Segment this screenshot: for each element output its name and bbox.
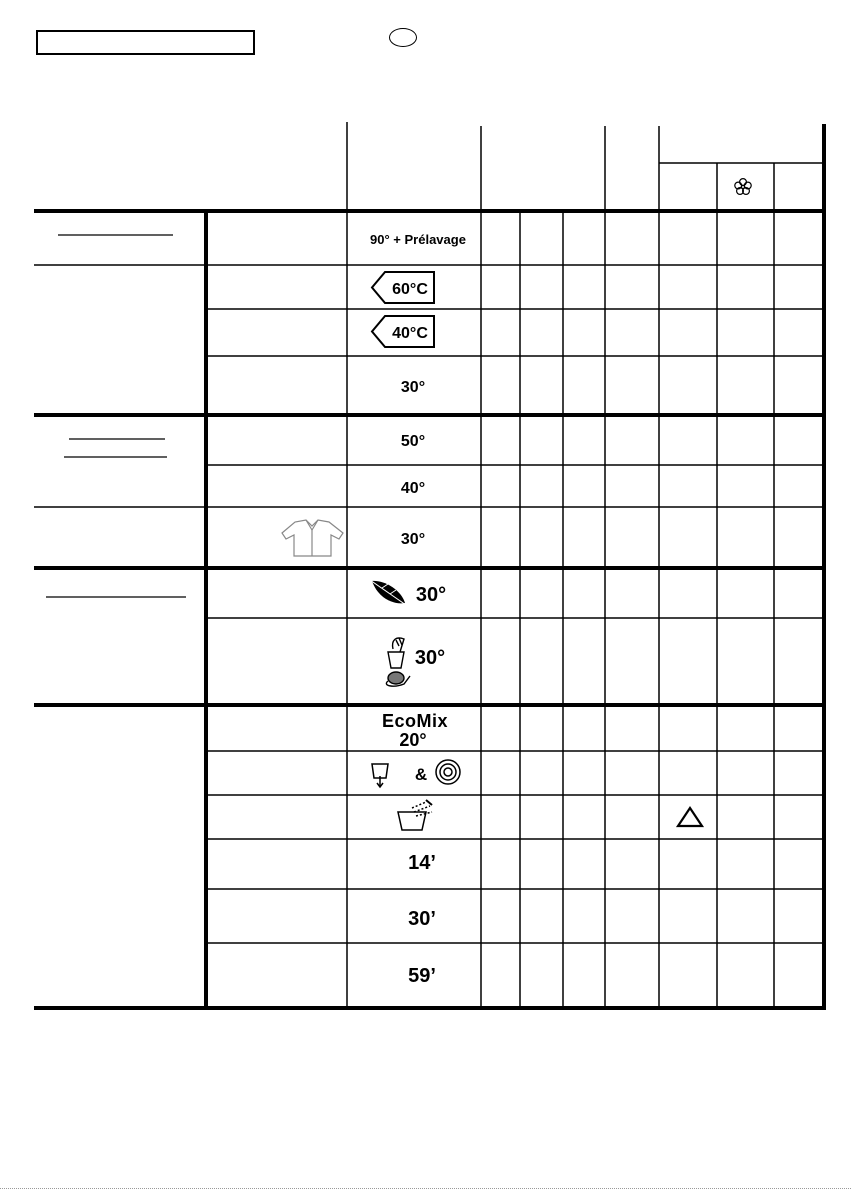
program-symbol-30min: 30’ bbox=[408, 908, 436, 930]
warning-triangle-icon bbox=[678, 808, 702, 826]
program-symbol-40: 40° bbox=[400, 480, 426, 497]
flower-icon bbox=[735, 179, 751, 195]
program-symbol-50: 50° bbox=[400, 433, 426, 450]
program-symbol-handwash-30: 30° bbox=[414, 647, 446, 669]
eco-tag-60 bbox=[372, 272, 434, 303]
eco-tag-60-label: 60°C bbox=[392, 281, 428, 298]
program-symbol-shirt-30: 30° bbox=[400, 531, 426, 548]
program-symbol-prewash: 90° + Prélavage bbox=[370, 232, 466, 247]
rinse-icon bbox=[398, 800, 432, 830]
handwash-yarn-icon bbox=[386, 638, 410, 686]
eco-tag-40 bbox=[372, 316, 434, 347]
program-symbol-wool-30: 30° bbox=[415, 584, 447, 606]
program-symbol-59min: 59’ bbox=[408, 965, 436, 987]
page-edge bbox=[0, 1188, 851, 1189]
eco-tag-40-label: 40°C bbox=[392, 325, 428, 342]
program-symbol-30: 30° bbox=[400, 379, 426, 396]
table-grid bbox=[34, 122, 826, 1009]
shirt-icon bbox=[282, 520, 343, 556]
program-symbol-ecomix-temp: 20° bbox=[399, 730, 427, 750]
program-symbol-ecomix: EcoMix bbox=[381, 711, 449, 731]
program-symbol-14min: 14’ bbox=[408, 852, 436, 874]
feather-icon bbox=[370, 580, 406, 605]
drain-spin-ampersand: & bbox=[414, 765, 428, 784]
